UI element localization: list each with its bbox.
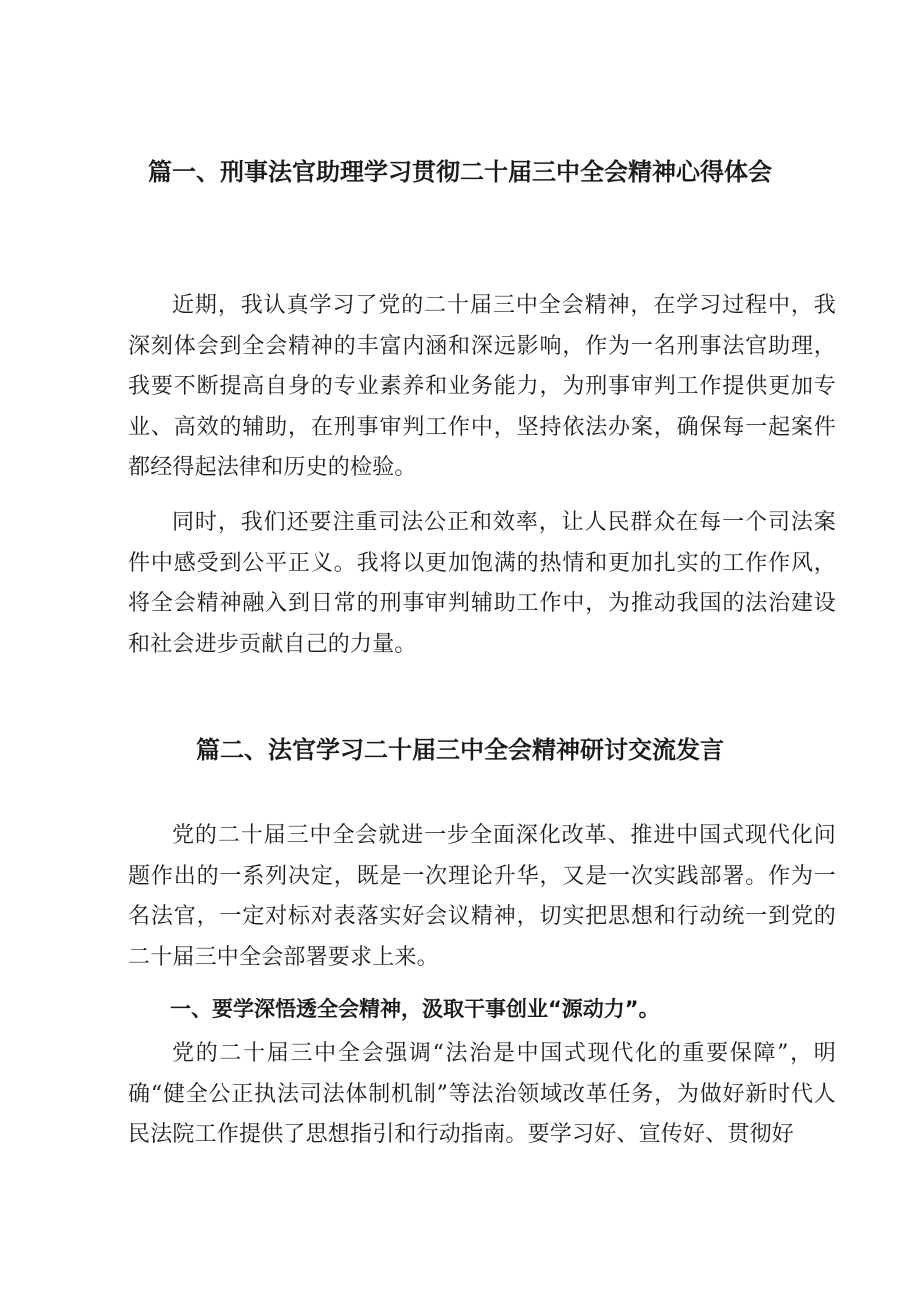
section-2-title: 篇二、法官学习二十届三中全会精神研讨交流发言 — [196, 736, 724, 764]
section-1-title: 篇一、刑事法官助理学习贯彻二十届三中全会精神心得体会 — [148, 158, 772, 186]
section-2-subheading-1: 一、要学深悟透全会精神，汲取干事创业“源动力”。 — [170, 997, 660, 1021]
section-2-intro-paragraph: 党的二十届三中全会就进一步全面深化改革、推进中国式现代化问题作出的一系列决定，既是一次理论升华，又是一次实践部署。作为一名法官，一定对标对表落实好会议精神，切实把思想和行动统一到党的二十届三中全会部署要求上来。 — [128, 823, 836, 970]
section-2-body-paragraph: 党的二十届三中全会强调“法治是中国式现代化的重要保障”，明确“健全公正执法司法体制机制”等法治领域改革任务，为做好新时代人民法院工作提供了思想指引和行动指南。要学习好、宣传好、贯彻好 — [128, 1041, 836, 1147]
section-1-paragraph-2: 同时，我们还要注重司法公正和效率，让人民群众在每一个司法案件中感受到公平正义。我将以更加饱满的热情和更加扎实的工作作风，将全会精神融入到日常的刑事审判辅助工作中，为推动我国的法治建设和社会进步贡献自己的力量。 — [128, 510, 836, 657]
section-1-paragraph-1: 近期，我认真学习了党的二十届三中全会精神，在学习过程中，我深刻体会到全会精神的丰富内涵和深远影响，作为一名刑事法官助理，我要不断提高自身的专业素养和业务能力，为刑事审判工作提供更加专业、高效的辅助，在刑事审判工作中，坚持依法办案，确保每一起案件都经得起法律和历史的检验。 — [128, 293, 836, 480]
